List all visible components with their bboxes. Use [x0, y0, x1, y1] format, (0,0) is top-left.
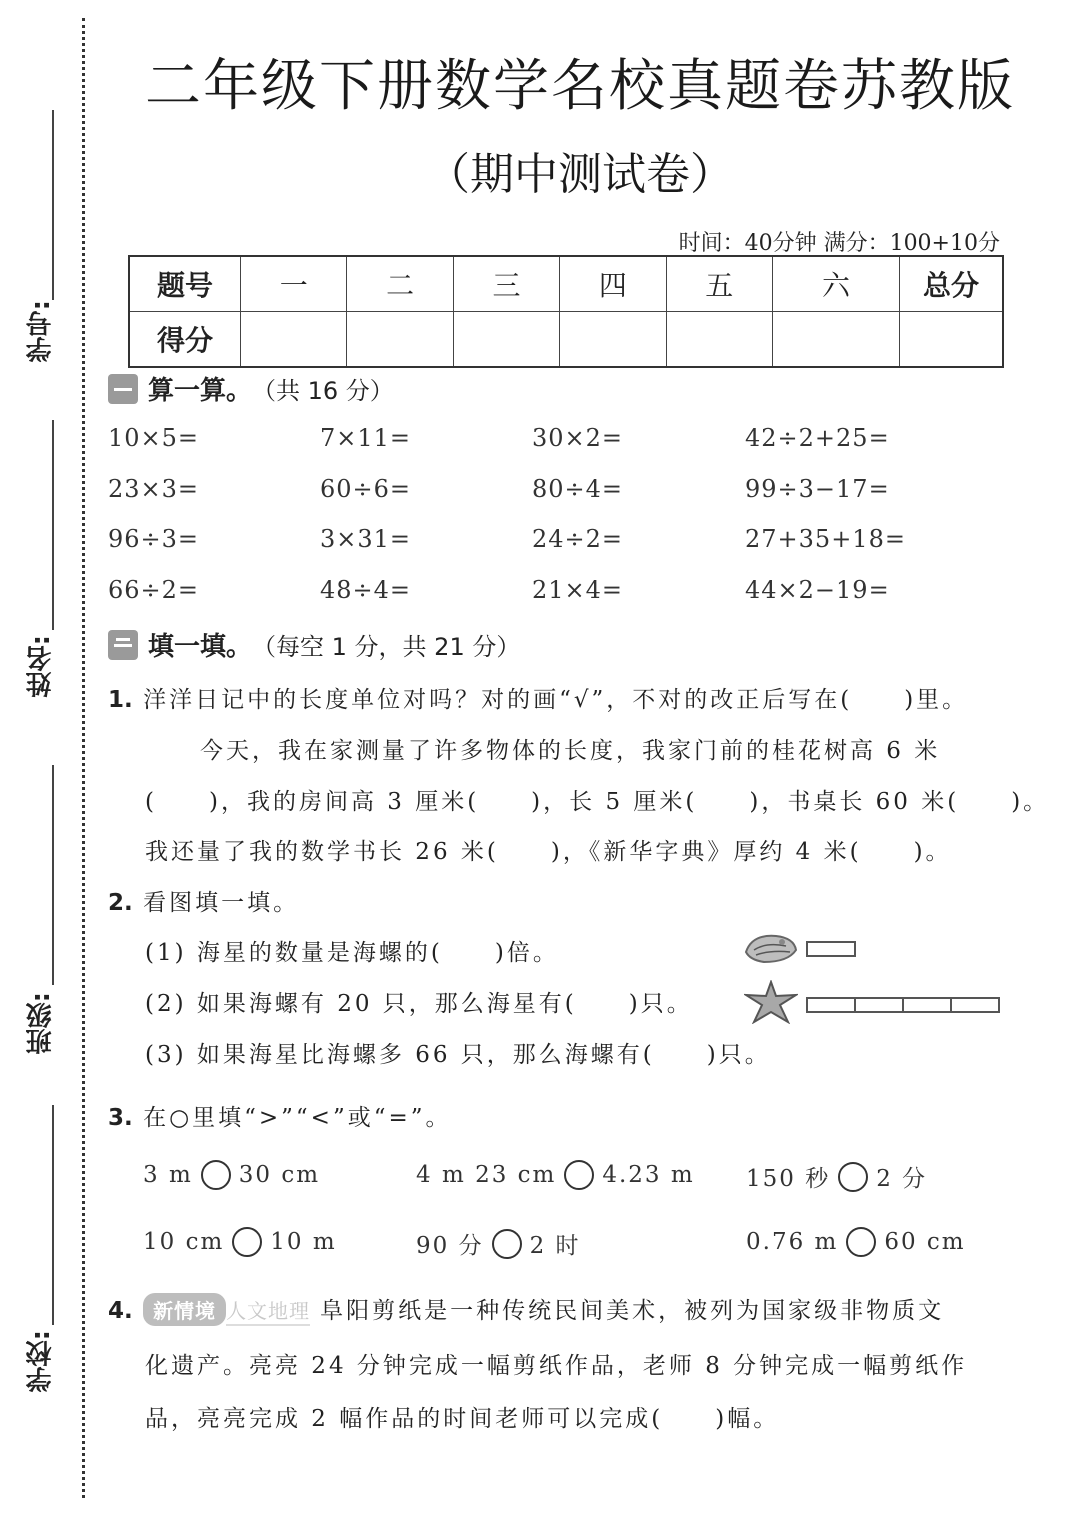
- compare-left: 150 秒: [746, 1166, 831, 1192]
- calc-item: 99÷3−17=: [745, 475, 890, 503]
- score-table-cell: 总分: [900, 256, 1004, 312]
- question2-number: 2.: [108, 890, 133, 916]
- shell-quantity-bar: [806, 941, 856, 957]
- sea-shell-icon: [742, 930, 800, 968]
- question1-number: 1.: [108, 687, 133, 713]
- score-entry-cell[interactable]: [666, 312, 772, 368]
- name-blank[interactable]: [52, 420, 54, 630]
- score-table-cell: 五: [666, 256, 772, 312]
- calc-item: 96÷3=: [108, 525, 200, 553]
- calc-item: 7×11=: [320, 424, 412, 452]
- compare-item: [416, 1227, 581, 1260]
- humanities-geography-tag: 人文地理: [226, 1295, 310, 1326]
- student-id-blank[interactable]: [52, 110, 54, 300]
- compare-right: 30 cm: [238, 1162, 321, 1188]
- calc-item: 42÷2+25=: [745, 424, 890, 452]
- question1-prompt: [108, 681, 968, 714]
- score-entry-cell[interactable]: [900, 312, 1004, 368]
- compare-circle-blank[interactable]: [232, 1227, 262, 1257]
- question3-title: 在○里填“>”“<”或“=”。: [143, 1105, 452, 1131]
- calc-item: 23×3=: [108, 475, 200, 503]
- compare-circle-blank[interactable]: [846, 1227, 876, 1257]
- starfish-quantity-bar-segment: [854, 997, 904, 1013]
- calc-item: 27+35+18=: [745, 525, 906, 553]
- question2-item: (3) 如果海星比海螺多 66 只，那么海螺有( )只。: [145, 1042, 771, 1068]
- score-table-score-row: [129, 312, 1003, 368]
- compare-circle-blank[interactable]: [838, 1162, 868, 1192]
- score-entry-cell[interactable]: [773, 312, 900, 368]
- question1-line: 今天，我在家测量了许多物体的长度，我家门前的桂花树高 6 米: [200, 738, 941, 764]
- score-table-cell: 得分: [129, 312, 241, 368]
- class-blank[interactable]: [52, 765, 54, 985]
- question4-line: 化遗产。亮亮 24 分钟完成一幅剪纸作品，老师 8 分钟完成一幅剪纸作: [145, 1353, 968, 1379]
- question2-prompt: [108, 884, 299, 917]
- student-id-label: 学号:: [26, 300, 56, 363]
- section2-number-icon: [108, 630, 138, 660]
- score-table: [128, 255, 1004, 368]
- section2-heading: [108, 626, 520, 663]
- time-score-info: 时间：40分钟 满分：100+10分: [678, 231, 1000, 256]
- section1-note: （共 16 分）: [252, 377, 394, 405]
- score-entry-cell[interactable]: [347, 312, 453, 368]
- compare-circle-blank[interactable]: [492, 1229, 522, 1259]
- question4-prompt: [108, 1292, 944, 1326]
- calc-item: 66÷2=: [108, 576, 200, 604]
- calc-item: 30×2=: [532, 424, 624, 452]
- compare-left: 90 分: [416, 1233, 484, 1259]
- calc-item: 24÷2=: [532, 525, 624, 553]
- starfish-icon: [744, 980, 798, 1024]
- compare-circle-blank[interactable]: [564, 1160, 594, 1190]
- question1-text: 洋洋日记中的长度单位对吗？对的画“√”，不对的改正后写在( )里。: [143, 687, 969, 713]
- question2-item: (2) 如果海螺有 20 只，那么海星有( )只。: [145, 991, 693, 1017]
- compare-item: [746, 1227, 966, 1257]
- calc-item: 60÷6=: [320, 475, 412, 503]
- score-table-cell: 六: [773, 256, 900, 312]
- class-label: 班级:: [26, 992, 56, 1055]
- compare-right: 2 分: [876, 1166, 928, 1192]
- score-table-cell: 二: [347, 256, 453, 312]
- question3-prompt: [108, 1099, 452, 1132]
- question2-title: 看图填一填。: [143, 890, 300, 916]
- compare-item: [746, 1160, 927, 1193]
- score-entry-cell[interactable]: [241, 312, 347, 368]
- section2-title: 填一填。: [148, 632, 253, 662]
- compare-left: 0.76 m: [746, 1229, 839, 1255]
- compare-item: [416, 1160, 695, 1190]
- compare-item: [143, 1160, 320, 1190]
- compare-right: 10 m: [270, 1229, 337, 1255]
- score-entry-cell[interactable]: [560, 312, 666, 368]
- binding-dotted-line: [82, 18, 85, 1498]
- starfish-quantity-bar-segment: [902, 997, 952, 1013]
- section2-note: （每空 1 分，共 21 分）: [252, 633, 521, 661]
- calc-item: 44×2−19=: [745, 576, 890, 604]
- compare-circle-blank[interactable]: [201, 1160, 231, 1190]
- question3-number: 3.: [108, 1105, 133, 1131]
- question4-number: 4.: [108, 1298, 133, 1324]
- score-table-cell: 四: [560, 256, 666, 312]
- page-title: 二年级下册数学名校真题卷苏教版: [145, 54, 1015, 119]
- calc-item: 48÷4=: [320, 576, 412, 604]
- compare-right: 4.23 m: [602, 1162, 695, 1188]
- section1-number-icon: [108, 374, 138, 404]
- starfish-quantity-bar-segment: [806, 997, 856, 1013]
- section1-title: 算一算。: [148, 376, 253, 406]
- school-label: 学校:: [26, 1330, 56, 1393]
- compare-right: 2 时: [529, 1233, 581, 1259]
- score-table-cell: 三: [453, 256, 559, 312]
- score-table-header-row: [129, 256, 1003, 312]
- section1-heading: [108, 370, 394, 407]
- calc-item: 21×4=: [532, 576, 624, 604]
- question1-line: 我还量了我的数学书长 26 米( )，《新华字典》厚约 4 米( )。: [145, 839, 952, 865]
- score-table-cell: 一: [241, 256, 347, 312]
- calc-item: 3×31=: [320, 525, 412, 553]
- starfish-quantity-bar-segment: [950, 997, 1000, 1013]
- compare-item: [143, 1227, 337, 1257]
- calc-item: 80÷4=: [532, 475, 624, 503]
- score-entry-cell[interactable]: [453, 312, 559, 368]
- school-blank[interactable]: [52, 1105, 54, 1325]
- question4-line: 品，亮亮完成 2 幅作品的时间老师可以完成( )幅。: [145, 1406, 780, 1432]
- compare-right: 60 cm: [884, 1229, 966, 1255]
- compare-left: 4 m 23 cm: [416, 1162, 557, 1188]
- compare-left: 3 m: [143, 1162, 193, 1188]
- name-label: 姓名:: [26, 635, 56, 698]
- question4-text: 阜阳剪纸是一种传统民间美术，被列为国家级非物质文: [320, 1298, 945, 1324]
- compare-left: 10 cm: [143, 1229, 225, 1255]
- question1-line: ( )，我的房间高 3 厘米( )，长 5 厘米( )，书桌长 60 米( )。: [145, 789, 1050, 815]
- question2-item: (1) 海星的数量是海螺的( )倍。: [145, 940, 559, 966]
- score-table-cell: 题号: [129, 256, 241, 312]
- new-context-badge: 新情境: [143, 1293, 226, 1326]
- page-subtitle: （期中测试卷）: [426, 149, 734, 200]
- calc-item: 10×5=: [108, 424, 200, 452]
